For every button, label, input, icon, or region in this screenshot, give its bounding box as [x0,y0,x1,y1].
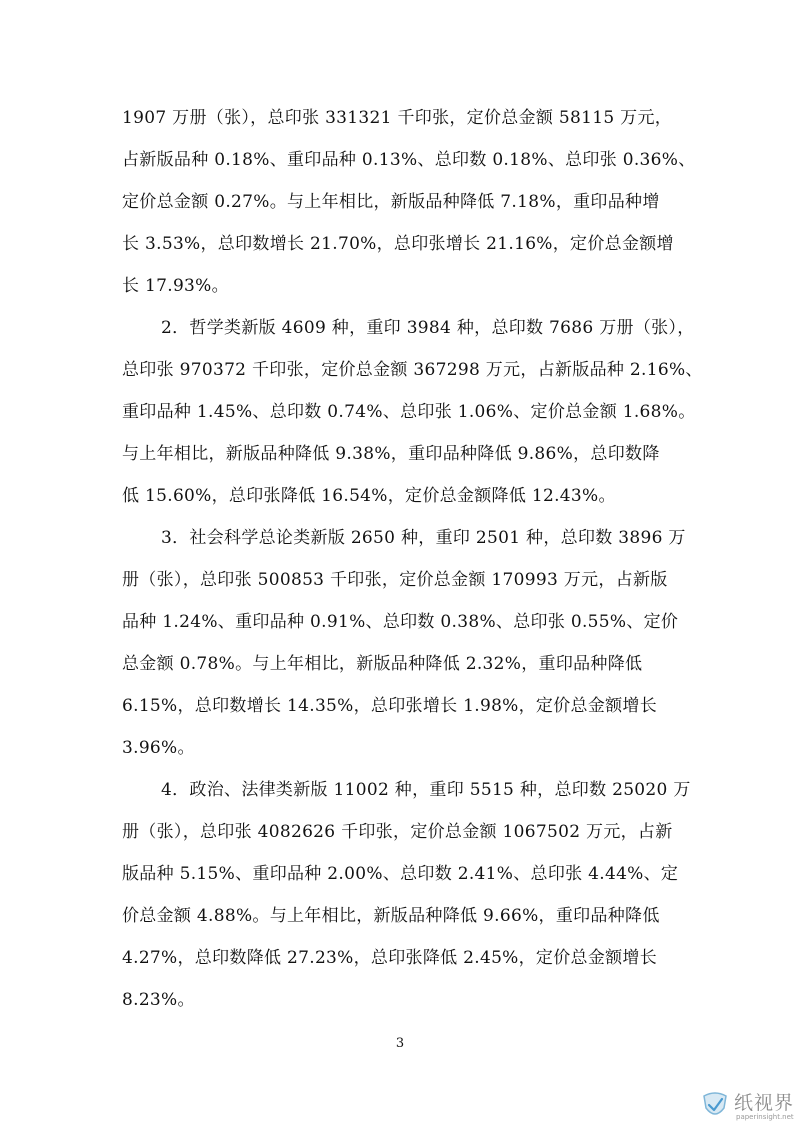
paperinsight-logo-icon [700,1090,730,1120]
text-line: 品种 1.24%、重印品种 0.91%、总印数 0.38%、总印张 0.55%、定价 [122,612,679,632]
text-line: 8.23%。 [122,990,195,1010]
paragraph-2-start: 2．哲学类新版 4609 种，重印 3984 种，总印数 7686 万册（张）， [161,318,695,338]
text-line: 低 15.60%，总印张降低 16.54%，定价总金额降低 12.43%。 [122,486,616,506]
paragraph-3-start: 3．社会科学总论类新版 2650 种，重印 2501 种，总印数 3896 万 [161,528,686,548]
text-line: 册（张），总印张 500853 千印张，定价总金额 170993 万元，占新版 [122,570,668,590]
watermark-title: 纸视界 [734,1092,795,1114]
text-line: 长 3.53%，总印数增长 21.70%，总印张增长 21.16%，定价总金额增 [122,234,674,254]
text-line: 总金额 0.78%。与上年相比，新版品种降低 2.32%，重印品种降低 [122,654,643,674]
watermark-subtitle: paperinsight.net [736,1113,794,1121]
text-line: 价总金额 4.88%。与上年相比，新版品种降低 9.66%，重印品种降低 [122,906,660,926]
paragraph-4-start: 4．政治、法律类新版 11002 种，重印 5515 种，总印数 25020 万 [161,780,691,800]
text-line: 3.96%。 [122,738,195,758]
page-number: 3 [395,1036,405,1051]
text-line: 重印品种 1.45%、总印数 0.74%、总印张 1.06%、定价总金额 1.68%。 [122,402,696,422]
text-line: 版品种 5.15%、重印品种 2.00%、总印数 2.41%、总印张 4.44%、定 [122,864,679,884]
text-line: 6.15%，总印数增长 14.35%，总印张增长 1.98%，定价总金额增长 [122,696,658,716]
text-line: 与上年相比，新版品种降低 9.38%，重印品种降低 9.86%，总印数降 [122,444,660,464]
text-line: 占新版品种 0.18%、重印品种 0.13%、总印数 0.18%、总印张 0.36%、 [122,150,696,170]
text-line: 总印张 970372 千印张，定价总金额 367298 万元，占新版品种 2.16%、 [122,360,703,380]
text-line: 册（张），总印张 4082626 千印张，定价总金额 1067502 万元，占新 [122,822,673,842]
text-line: 定价总金额 0.27%。与上年相比，新版品种降低 7.18%，重印品种增 [122,192,660,212]
text-line: 4.27%，总印数降低 27.23%，总印张降低 2.45%，定价总金额增长 [122,948,658,968]
watermark [700,1086,796,1126]
text-line: 长 17.93%。 [122,276,229,296]
text-line: 1907 万册（张），总印张 331321 千印张，定价总金额 58115 万元， [122,108,673,128]
